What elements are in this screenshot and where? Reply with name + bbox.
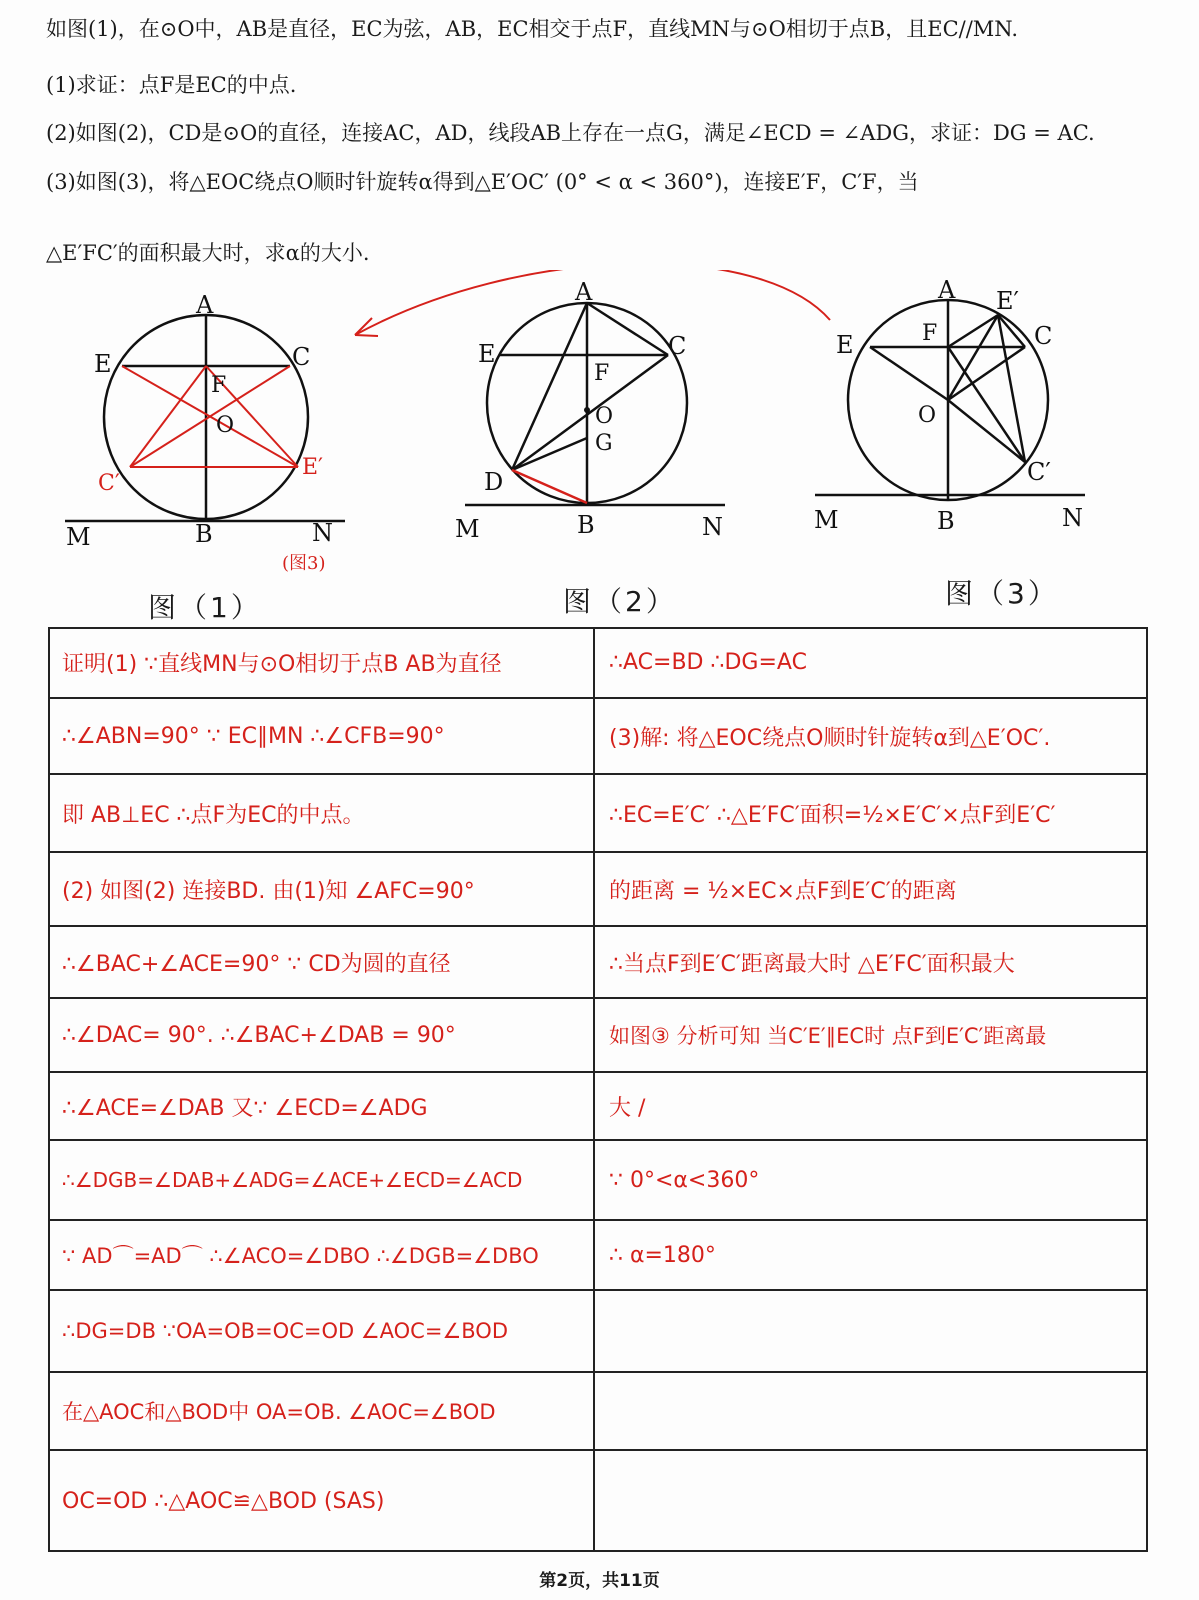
fig3-caption: 图（3） — [945, 577, 1059, 610]
question-2: (2)如图(2)，CD是⊙O的直径，连接AC，AD，线段AB上存在一点G，满足∠ECD = ∠ADG，求证：DG = AC. — [46, 121, 1095, 145]
table-row — [48, 1141, 1148, 1221]
fig1-caption: 图（1） — [148, 591, 262, 624]
fig2-label-N: N — [702, 513, 723, 541]
table-row — [48, 699, 1148, 775]
solution-left-cell: 在△AOC和△BOD中 OA=OB. ∠AOC=∠BOD — [62, 1400, 496, 1424]
solution-right-cell: 大 / — [593, 1073, 1148, 1139]
fig1-label-Ep: E′ — [302, 455, 324, 480]
fig2-caption: 图（2） — [563, 585, 677, 618]
question-3-line1: (3)如图(3)，将△EOC绕点O顺时针旋转α得到△E′OC′ (0° < α < 360°)，连接E′F，C′F，当 — [46, 170, 919, 194]
fig1-label-O: O — [216, 413, 235, 438]
solution-left-cell: 证明(1) ∵直线MN与⊙O相切于点B AB为直径 — [62, 651, 502, 677]
solution-left-cell: ∴∠BAC+∠ACE=90° ∵ CD为圆的直径 — [62, 951, 451, 977]
solution-left-cell: OC=OD ∴△AOC≌△BOD (SAS) — [62, 1489, 385, 1514]
solution-right-cell: (3)解: 将△EOC绕点O顺时针旋转α到△E′OC′. — [593, 699, 1148, 773]
fig3-label-M: M — [814, 506, 839, 534]
solution-left-cell: ∴∠ABN=90° ∵ EC∥MN ∴∠CFB=90° — [62, 723, 445, 749]
fig3-label-F: F — [922, 321, 938, 346]
question-3-line2: △E′FC′的面积最大时，求α的大小. — [46, 241, 370, 265]
fig1-label-M: M — [66, 523, 91, 551]
table-row — [48, 927, 1148, 999]
fig2-label-B: B — [577, 511, 595, 539]
fig1-label-N: N — [312, 519, 333, 547]
fig1-label-Cp: C′ — [98, 471, 120, 496]
table-row — [48, 1221, 1148, 1291]
solution-left-cell: ∴DG=DB ∵OA=OB=OC=OD ∠AOC=∠BOD — [62, 1319, 509, 1343]
solution-right-cell: ∴EC=E′C′ ∴△E′FC′面积=½×E′C′×点F到E′C′ — [593, 775, 1148, 851]
fig2-label-D: D — [484, 468, 504, 496]
fig2-label-E: E — [478, 340, 496, 368]
fig2-label-C: C — [668, 332, 687, 360]
solution-right-cell — [593, 1451, 1148, 1552]
fig3-label-Cp: C′ — [1027, 458, 1051, 486]
fig3-label-B: B — [937, 507, 955, 535]
solution-left-cell: (2) 如图(2) 连接BD. 由(1)知 ∠AFC=90° — [62, 878, 475, 904]
solution-right-cell: ∵ 0°<α<360° — [593, 1141, 1148, 1219]
solution-table — [48, 627, 1148, 1552]
fig3-label-N: N — [1062, 504, 1083, 532]
fig2-point-O — [584, 407, 590, 413]
fig2-red-segment — [512, 470, 587, 503]
problem-stem: 如图(1)，在⊙O中，AB是直径，EC为弦，AB，EC相交于点F，直线MN与⊙O相切于点B，且EC//MN. — [46, 17, 1018, 41]
fig1-label-B: B — [195, 520, 213, 548]
fig3-label-Ep: E′ — [996, 287, 1019, 315]
fig2-label-O: O — [595, 404, 614, 429]
solution-right-cell — [593, 1291, 1148, 1371]
solution-right-cell — [593, 1373, 1148, 1449]
figures-area — [0, 270, 1199, 610]
solution-left-cell: ∵ AD⌒=AD⌒ ∴∠ACO=∠DBO ∴∠DGB=∠DBO — [62, 1244, 539, 1268]
solution-left-cell: 即 AB⊥EC ∴点F为EC的中点。 — [62, 802, 365, 828]
question-1: (1)求证：点F是EC的中点. — [46, 73, 297, 97]
solution-right-cell: ∴ α=180° — [593, 1221, 1148, 1289]
fig1-annotation: (图3) — [282, 553, 326, 574]
table-row — [48, 853, 1148, 927]
fig2-label-M: M — [455, 515, 480, 543]
solution-right-cell: 的距离 = ½×EC×点F到E′C′的距离 — [593, 853, 1148, 925]
fig3-label-E: E — [836, 331, 854, 359]
fig1-label-A: A — [196, 291, 214, 319]
fig3-label-O: O — [918, 403, 937, 428]
table-row — [48, 1291, 1148, 1373]
fig2-label-G: G — [595, 431, 613, 456]
table-row — [48, 1451, 1148, 1552]
solution-right-cell: ∴当点F到E′C′距离最大时 △E′FC′面积最大 — [593, 927, 1148, 997]
solution-left-cell: ∴∠ACE=∠DAB 又∵ ∠ECD=∠ADG — [62, 1095, 428, 1121]
page-footer: 第2页，共11页 — [539, 1571, 660, 1591]
table-row — [48, 775, 1148, 853]
fig1-label-F: F — [211, 373, 227, 398]
solution-right-cell: ∴AC=BD ∴DG=AC — [593, 627, 1148, 697]
fig2-label-F: F — [594, 361, 610, 386]
fig1-label-C: C — [292, 343, 311, 371]
fig2-label-A: A — [575, 278, 593, 306]
table-row — [48, 999, 1148, 1073]
table-row — [48, 1073, 1148, 1141]
solution-left-cell: ∴∠DGB=∠DAB+∠ADG=∠ACE+∠ECD=∠ACD — [62, 1168, 523, 1192]
fig3-label-C: C — [1034, 322, 1053, 350]
fig1-label-E: E — [94, 350, 112, 378]
table-row — [48, 627, 1148, 699]
figure-1-red-lines — [122, 366, 298, 467]
fig3-label-A: A — [938, 276, 956, 304]
solution-right-cell: 如图③ 分析可知 当C′E′∥EC时 点F到E′C′距离最 — [593, 999, 1148, 1071]
table-row — [48, 1373, 1148, 1451]
solution-left-cell: ∴∠DAC= 90°. ∴∠BAC+∠DAB = 90° — [62, 1022, 456, 1048]
